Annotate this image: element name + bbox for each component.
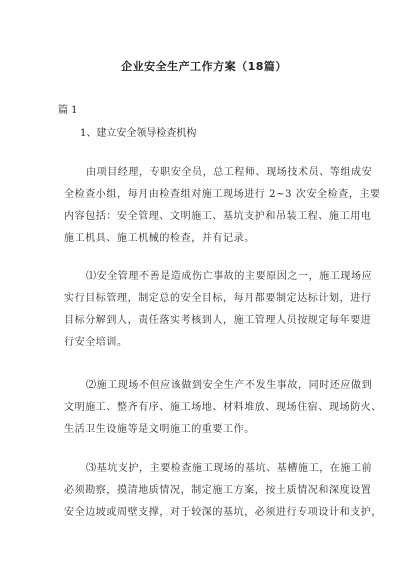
paragraph-1 (64, 162, 381, 250)
paragraph-line: 安全边坡或周壁支撑，对于较深的基坑，必须进行专项设计和支护， (64, 507, 382, 518)
paragraph-3 (64, 375, 382, 441)
paragraph-line: ⑶基坑支护，主要检查施工现场的基坑、基槽施工，在施工前 (86, 463, 373, 474)
paragraph-line: 必须勘察，摸清地质情况，制定施工方案，按土质情况和深度设置 (64, 485, 372, 496)
document-title: 企业安全生产工作方案（18篇） (121, 60, 287, 73)
paragraph-line: 全检查小组，每月由检查组对施工现场进行 2~3 次安全检查，主要 (64, 189, 381, 200)
paragraph-2 (64, 266, 373, 354)
paragraph-line: 由项目经理，专职安全员，总工程师、现场技术员、等组成安 (86, 167, 373, 178)
paragraph-line: 内容包括：安全管理、文明施工、基坑支护和吊装工程、施工用电 (64, 211, 372, 222)
paragraph-line: ⑴安全管理不善是造成伤亡事故的主要原因之一，施工现场应 (86, 271, 373, 282)
section-heading: 1、建立安全领导检查机构 (80, 128, 197, 139)
paragraph-line: 文明施工、整齐有序、施工场地、材料堆放、现场住宿、现场防火、 (64, 402, 382, 413)
paragraph-line: 目标分解到人，责任落实考核到人，施工管理人员按规定每年要进 (64, 315, 372, 326)
paragraph-line: 施工机具、施工机械的检查，并有记录。 (64, 233, 255, 244)
paragraph-line: 实行目标管理，制定总的安全目标，每月都要制定达标计划，进行 (64, 293, 372, 304)
paragraph-line: 生活卫生设施等是文明施工的重要工作。 (64, 424, 255, 435)
part-label: 篇 1 (58, 105, 78, 116)
paragraph-line: 行安全培训。 (64, 337, 128, 348)
paragraph-line: ⑵施工现场不但应该做到安全生产不发生事故，同时还应做到 (86, 380, 373, 391)
paragraph-4 (64, 458, 382, 524)
